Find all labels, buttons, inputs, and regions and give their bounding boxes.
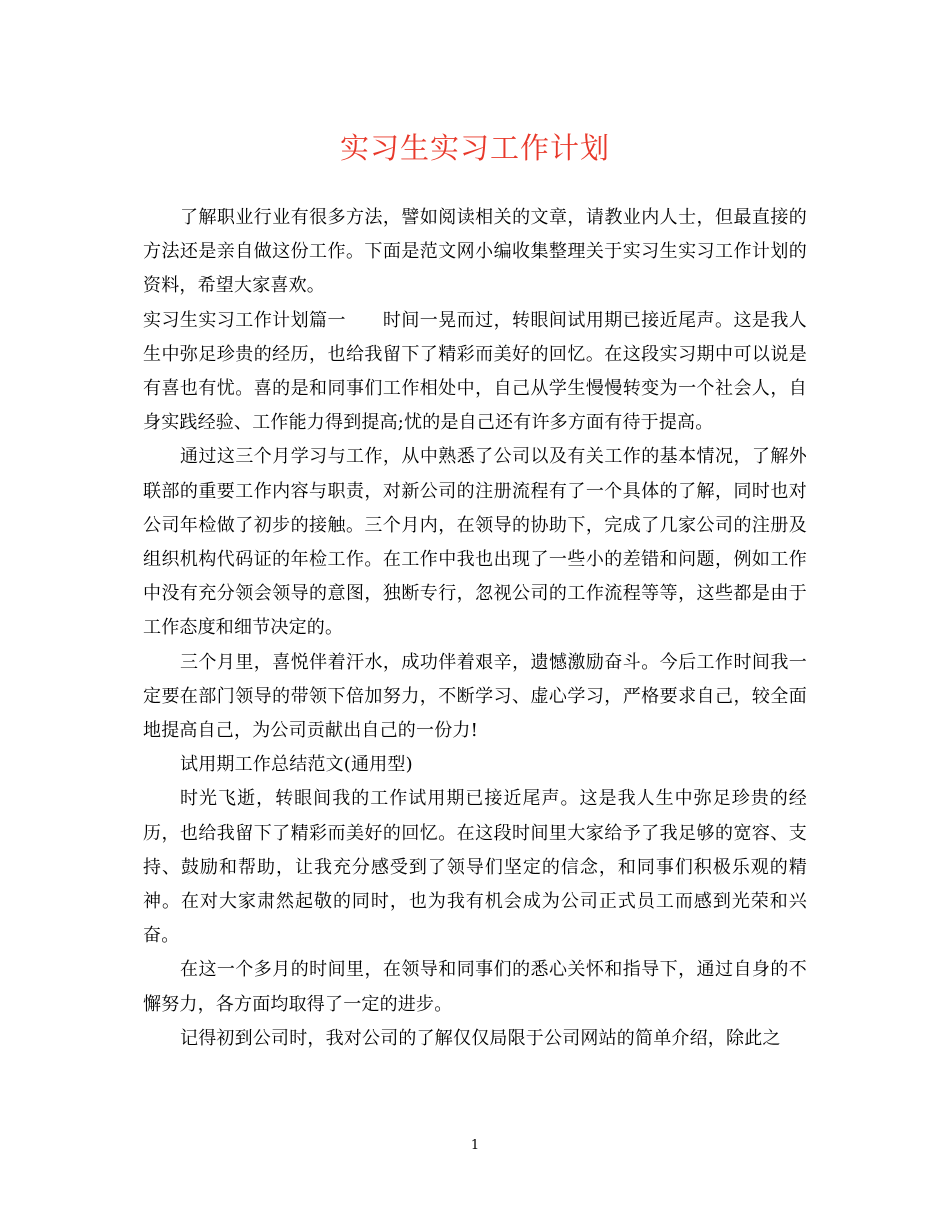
paragraph-time-flies: 时光飞逝，转眼间我的工作试用期已接近尾声。这是我人生中弥足珍贵的经历，也给我留下了精彩而美好的回忆。在这段时间里大家给予了我足够的宽容、支持、鼓励和帮助，让我充分感受到了领导们坚定的信念，和同事们积极乐观的精神。在对大家肃然起敬的同时，也为我有机会成为公司正式员工而感到光荣和兴奋。 [143, 788, 807, 947]
document-body [143, 201, 807, 1056]
page-number: 1 [470, 1138, 480, 1153]
paragraph-intro: 了解职业行业有很多方法，譬如阅读相关的文章，请教业内人士，但最直接的方法还是亲自做这份工作。下面是范文网小编收集整理关于实习生实习工作计划的资料，希望大家喜欢。 [143, 207, 807, 297]
paragraph-first-arrival: 记得初到公司时，我对公司的了解仅仅局限于公司网站的简单介绍，除此之 [180, 1027, 781, 1049]
paragraph-plan-one: 实习生实习工作计划篇一 时间一晃而过，转眼间试用期已接近尾声。这是我人生中弥足珍贵的经历，也给我留下了精彩而美好的回忆。在这段实习期中可以说是有喜也有忧。喜的是和同事们工作相处中，自己从学生慢慢转变为一个社会人，自身实践经验、工作能力得到提高;忧的是自己还有许多方面有待于提高。 [143, 309, 807, 434]
document-title: 实习生实习工作计划 [339, 131, 610, 165]
paragraph-progress: 在这一个多月的时间里，在领导和同事们的悉心关怀和指导下，通过自身的不懈努力，各方面均取得了一定的进步。 [143, 959, 807, 1015]
paragraph-three-months: 通过这三个月学习与工作，从中熟悉了公司以及有关工作的基本情况，了解外联部的重要工作内容与职责，对新公司的注册流程有了一个具体的了解，同时也对公司年检做了初步的接触。三个月内，在领导的协助下，完成了几家公司的注册及组织机构代码证的年检工作。在工作中我也出现了一些小的差错和问题，例如工作中没有充分领会领导的意图，独断专行，忽视公司的工作流程等等，这些都是由于工作态度和细节决定的。 [143, 446, 807, 639]
paragraph-resolve: 三个月里，喜悦伴着汗水，成功伴着艰辛，遗憾激励奋斗。今后工作时间我一定要在部门领导的带领下倍加努力，不断学习、虚心学习，严格要求自己，较全面地提高自己，为公司贡献出自己的一份力! [143, 651, 807, 742]
paragraph-subheading: 试用期工作总结范文(通用型) [180, 754, 413, 776]
